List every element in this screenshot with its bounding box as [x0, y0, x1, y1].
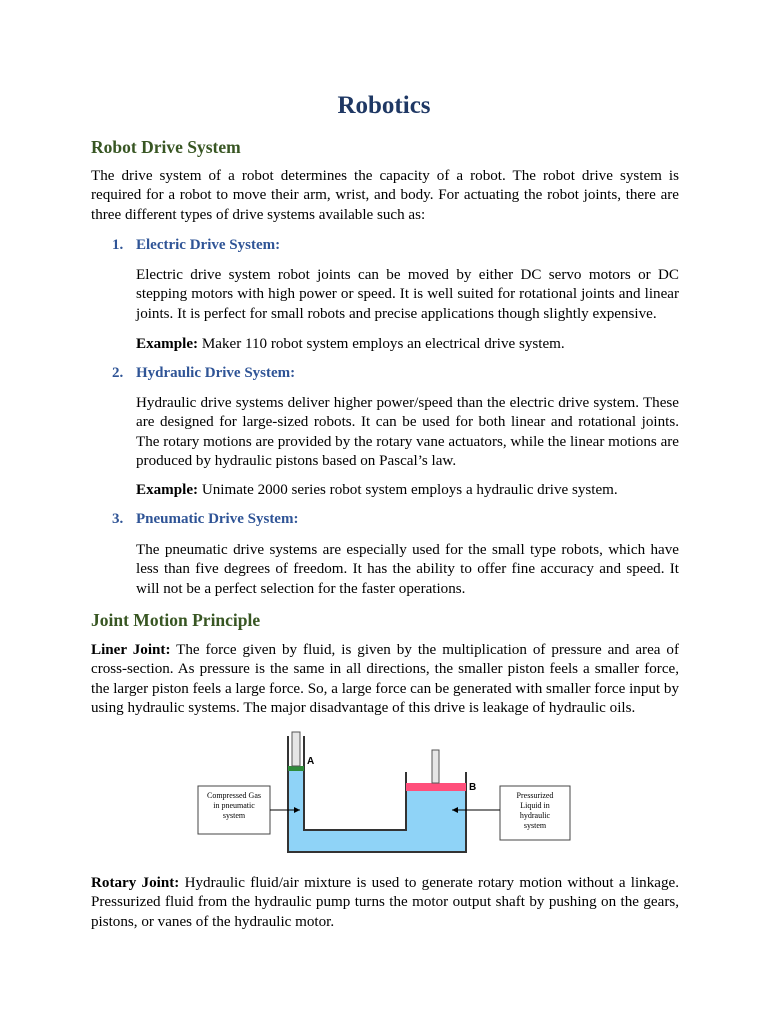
- example-text: Maker 110 robot system employs an electrical drive system.: [198, 336, 565, 352]
- list-item-title: Hydraulic Drive System:: [136, 365, 296, 381]
- left-callout-line: Compressed Gas: [207, 791, 261, 800]
- list-number: 3.: [112, 511, 124, 527]
- list-number: 1.: [112, 237, 124, 253]
- right-callout-line: hydraulic: [519, 811, 551, 820]
- right-callout-line: Pressurized: [516, 791, 554, 800]
- liner-joint-label: Liner Joint:: [91, 642, 171, 658]
- right-callout-line: system: [523, 821, 547, 830]
- heading-joint-motion-principle: Joint Motion Principle: [91, 610, 261, 630]
- list-number: 2.: [112, 365, 124, 381]
- hydraulic-example: [136, 481, 679, 500]
- liner-joint-paragraph: [91, 641, 679, 718]
- electric-paragraph: Electric drive system robot joints can be moved by either DC servo motors or DC stepping motors with high power or speed. It is well suited for rotational joints and linear joints. It is perfect for small robots and precise applications though slightly expensive.: [136, 267, 679, 322]
- intro-paragraph: The drive system of a robot determines the capacity of a robot. The robot drive system is required for a robot to move their arm, wrist, and body. For actuating the robot joints, there are three different types of drive systems available such as:: [91, 168, 679, 223]
- rotary-joint-paragraph: [91, 874, 679, 932]
- example-label: Example:: [136, 336, 199, 352]
- hydraulic-paragraph: Hydraulic drive systems deliver higher power/speed than the electric drive system. These are designed for large-sized robots. It can be used for both linear and rotational joints. The rotary motions are provided by the rotary vane actuators, while the linear motions are produced by hydraulic pistons based on Pascal’s law.: [136, 395, 679, 469]
- pneumatic-paragraph: The pneumatic drive systems are especially used for the small type robots, which have less than five degrees of freedom. It has the ability to offer fine accuracy and speed. It will not be a perfect selection for the faster operations.: [136, 542, 679, 597]
- rotary-joint-label: Rotary Joint:: [91, 875, 180, 891]
- page-title: Robotics: [337, 92, 431, 119]
- label-b: B: [469, 782, 477, 793]
- list-item-electric: [112, 237, 280, 254]
- large-piston: [406, 783, 466, 791]
- liner-joint-text: The force given by fluid, is given by the multiplication of pressure and area of cross-section. As pressure is the same in all directions, the smaller piston feels a smaller force, the larger piston feels a large force. So, a large force can be generated with smaller force input by using hydraulic systems. The major disadvantage of this drive is leakage of hydraulic oils.: [91, 642, 679, 716]
- heading-robot-drive-system: Robot Drive System: [91, 137, 241, 157]
- hydraulic-diagram-svg: [190, 728, 590, 863]
- small-piston: [288, 766, 304, 771]
- list-item-title: Pneumatic Drive System:: [136, 511, 299, 527]
- left-callout-line: system: [222, 811, 246, 820]
- hydraulic-diagram: [190, 728, 590, 863]
- electric-example: [136, 335, 679, 354]
- right-callout-line: Liquid in: [520, 801, 550, 810]
- rotary-joint-text: Hydraulic fluid/air mixture is used to generate rotary motion without a linkage. Pressurized fluid from the hydraulic pump turns the motor output shaft by pushing on the gears, pistons, or vanes of the hydraulic motor.: [91, 875, 679, 930]
- example-text: Unimate 2000 series robot system employs a hydraulic drive system.: [198, 482, 618, 498]
- left-callout-line: in pneumatic: [213, 801, 255, 810]
- label-a: A: [307, 756, 315, 767]
- large-piston-rod: [432, 750, 439, 783]
- list-item-title: Electric Drive System:: [136, 237, 281, 253]
- list-item-pneumatic: [112, 511, 298, 528]
- list-item-hydraulic: [112, 365, 295, 382]
- example-label: Example:: [136, 482, 199, 498]
- small-piston-rod: [292, 732, 300, 766]
